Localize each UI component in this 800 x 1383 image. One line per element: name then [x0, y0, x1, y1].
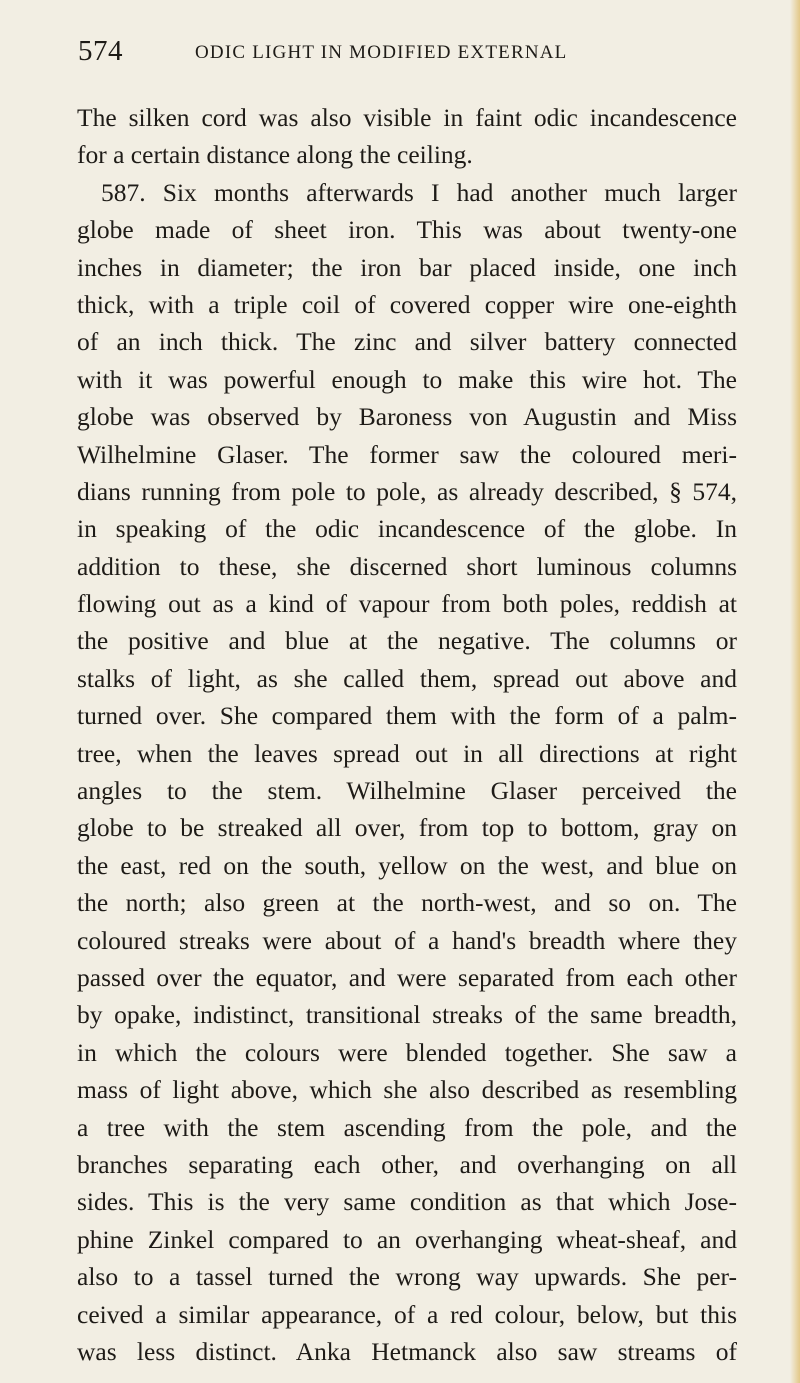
text-line: 587. Six months afterwards I had another much larger — [101, 177, 737, 207]
text-line: flowing out as a kind of vapour from both poles, reddish at — [77, 589, 737, 619]
text-line: thick, with a triple coil of covered copper wire one-eighth — [77, 289, 737, 319]
text-line: ceived a similar appearance, of a red colour, below, but this — [77, 1299, 737, 1329]
text-line: turned over. She compared them with the form of a palm- — [77, 701, 737, 731]
text-line: also to a tassel turned the wrong way upwards. She per- — [77, 1262, 737, 1292]
text-line: in which the colours were blended together. She saw a — [77, 1037, 737, 1067]
text-line: tree, when the leaves spread out in all directions at right — [77, 738, 737, 768]
text-line: by opake, indistinct, transitional streaks of the same breadth, — [77, 1000, 737, 1030]
text-line: inches in diameter; the iron bar placed inside, one inch — [77, 252, 737, 282]
text-line: in speaking of the odic incandescence of the globe. In — [77, 514, 737, 544]
running-head: ODIC LIGHT IN MODIFIED EXTERNAL — [195, 42, 568, 63]
text-line: mass of light above, which she also described as resembling — [77, 1075, 737, 1105]
page-edge-shadow — [790, 0, 800, 1383]
text-line: a tree with the stem ascending from the pole, and the — [77, 1112, 737, 1142]
text-line: with it was powerful enough to make this wire hot. The — [77, 364, 737, 394]
page-number: 574 — [78, 35, 123, 67]
text-line: Wilhelmine Glaser. The former saw the coloured meri- — [77, 439, 737, 469]
text-line: branches separating each other, and overhanging on all — [77, 1149, 737, 1179]
text-line: coloured streaks were about of a hand's breadth where they — [77, 925, 737, 955]
text-line: addition to these, she discerned short luminous columns — [77, 551, 737, 581]
text-line: sides. This is the very same condition as that which Jose- — [77, 1187, 737, 1217]
text-line: the positive and blue at the negative. The columns or — [77, 626, 737, 656]
text-line: globe to be streaked all over, from top to bottom, gray on — [77, 813, 737, 843]
text-line: globe was observed by Baroness von Augustin and Miss — [77, 402, 737, 432]
text-line: of an inch thick. The zinc and silver battery connected — [77, 327, 737, 357]
text-line: phine Zinkel compared to an overhanging wheat-sheaf, and — [77, 1224, 737, 1254]
text-line: angles to the stem. Wilhelmine Glaser perceived the — [77, 776, 737, 806]
text-line: was less distinct. Anka Hetmanck also saw streams of — [77, 1336, 737, 1366]
text-line: the north; also green at the north-west, and so on. The — [77, 888, 737, 918]
text-line: passed over the equator, and were separated from each other — [77, 962, 737, 992]
body-text — [77, 99, 737, 1370]
text-line: The silken cord was also visible in faint odic incandescence — [77, 103, 737, 132]
text-line: stalks of light, as she called them, spread out above and — [77, 663, 737, 693]
page-header — [78, 34, 718, 68]
text-line: the east, red on the south, yellow on the west, and blue on — [77, 850, 737, 880]
text-line: dians running from pole to pole, as already described, § 574, — [77, 476, 737, 506]
text-line: for a certain distance along the ceiling. — [77, 140, 473, 170]
text-line: globe made of sheet iron. This was about twenty-one — [77, 215, 737, 245]
